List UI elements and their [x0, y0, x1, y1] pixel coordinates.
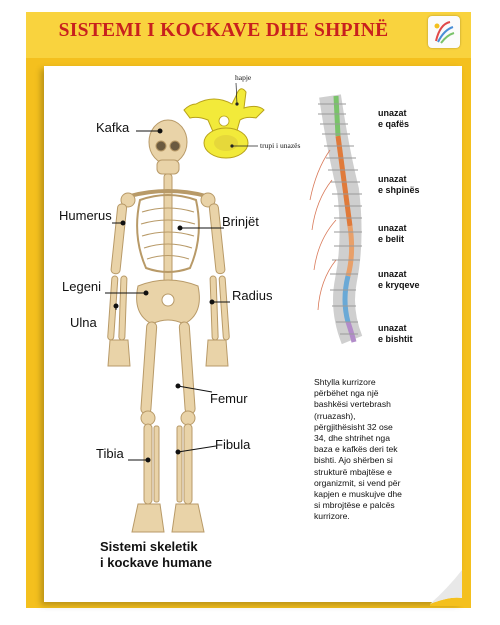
region-coccygeal	[378, 323, 413, 345]
region-cervical	[378, 108, 409, 130]
region-line1: unazat	[378, 323, 407, 333]
description-line: organizmit, si vend për	[314, 477, 401, 488]
description-line: bashkësi vertebrash	[314, 399, 391, 410]
description-line: kurrizore.	[314, 511, 350, 522]
description-line: strukturë mbajtëse e	[314, 466, 392, 477]
spine-illustration	[310, 96, 362, 342]
description-line: bishti. Ajo shërben si	[314, 455, 393, 466]
page-title: SISTEMI I KOCKAVE DHE SHPINË	[58, 20, 389, 41]
label-ulna: Ulna	[70, 315, 97, 330]
description-line: baza e kafkës deri tek	[314, 444, 398, 455]
description-line: Shtylla kurrizore	[314, 377, 376, 387]
caption-line2: i kockave humane	[100, 555, 212, 570]
region-line1: unazat	[378, 174, 407, 184]
region-lumbar	[378, 223, 407, 245]
label-fibula: Fibula	[215, 437, 251, 452]
description-paragraph	[314, 377, 464, 523]
description-line: përbëhet nga një	[314, 388, 379, 399]
region-line2: e belit	[378, 234, 405, 244]
region-thoracic	[378, 174, 420, 196]
region-line2: e kryqeve	[378, 280, 420, 290]
region-line1: unazat	[378, 269, 407, 279]
region-line2: e shpinës	[378, 185, 420, 195]
label-radius: Radius	[232, 288, 273, 303]
region-line2: e qafës	[378, 119, 410, 129]
label-ribs: Brinjët	[222, 214, 259, 229]
caption-line1: Sistemi skeletik	[100, 539, 198, 554]
skeleton-illustration	[108, 120, 230, 532]
vertebra-illustration	[184, 83, 264, 158]
region-sacral	[378, 269, 420, 291]
label-tibia: Tibia	[96, 446, 124, 461]
label-femur: Femur	[210, 391, 248, 406]
description-line: 34, dhe shtrihet nga	[314, 433, 390, 444]
description-line: përgjithësisht 32 ose	[314, 421, 393, 432]
region-line1: unazat	[378, 223, 407, 233]
description-line: (rruazash),	[314, 410, 356, 421]
region-line1: unazat	[378, 108, 407, 118]
skeleton-caption	[100, 539, 212, 571]
label-humerus: Humerus	[59, 208, 112, 223]
vertebra-process-label: hapje	[235, 73, 252, 82]
label-skull: Kafka	[96, 120, 130, 135]
description-line: kapjen e muskujve dhe	[314, 489, 402, 500]
region-line2: e bishtit	[378, 334, 413, 344]
description-line: si mbrojtëse e palcës	[314, 500, 395, 511]
vertebra-body-label: trupi i unazës	[260, 141, 301, 150]
label-pelvis: Legeni	[62, 279, 102, 294]
